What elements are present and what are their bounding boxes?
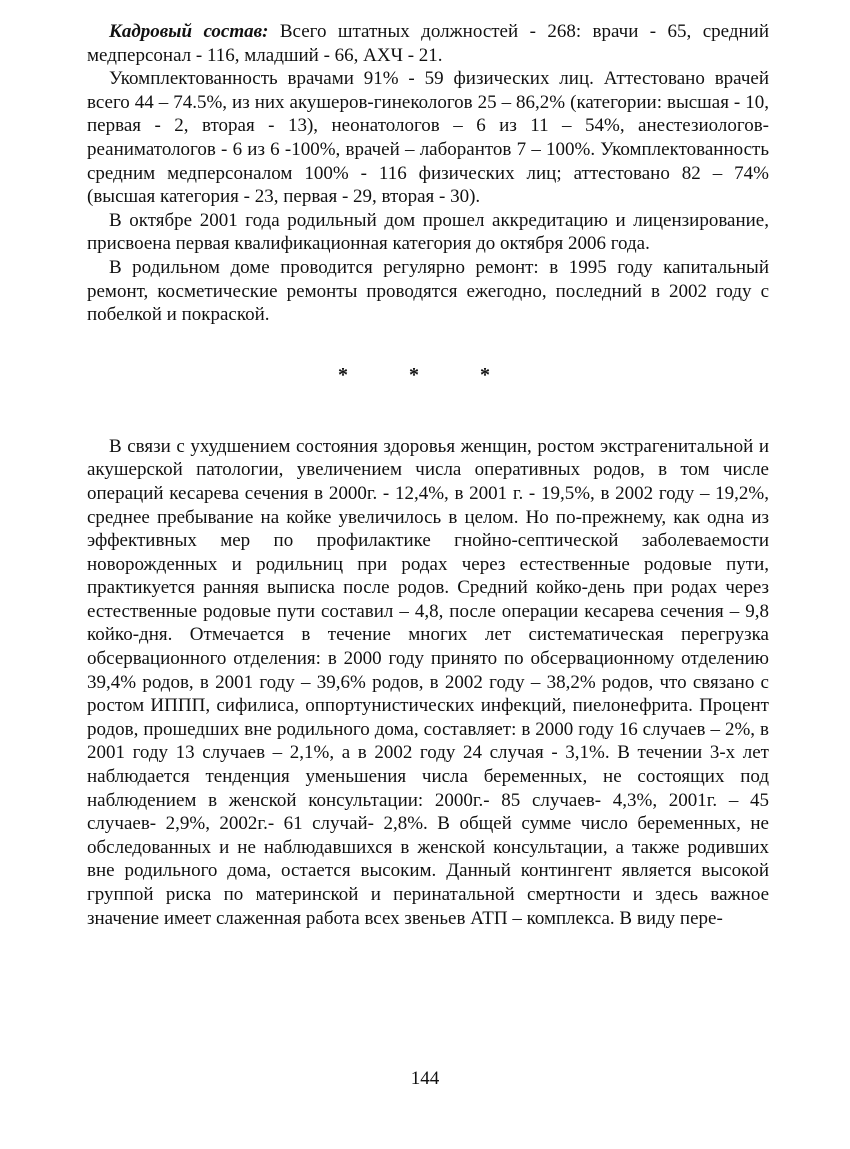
staffing-text: Всего штатных должностей - 268: врачи - 65, средний медперсонал - 116, младший - 66, АХЧ - 21. — [87, 21, 769, 66]
staffing-paragraph — [87, 20, 769, 67]
document-page — [87, 20, 769, 930]
doctor-staffing-paragraph: Укомплектованность врачами 91% - 59 физических лиц. Аттестовано врачей всего 44 – 74.5%, из них акушеров-гинекологов 25 – 86,2% (категории: высшая - 10, первая - 2, вторая - 13), неонатологов – 6 из 11 – 54%, анестезиологов-реаниматологов - 6 из 6 -100%, врачей – лаборантов 7 – 100%. Укомплектованность средним медперсоналом 100% - 116 физических лиц; аттестовано 82 – 74% (высшая категория - 23, первая - 29, вторая - 30). — [87, 68, 769, 208]
health-trends-paragraph: В связи с ухудшением состояния здоровья женщин, ростом экстрагенитальной и акушерской патологии, увеличением числа оперативных родов, в том числе операций кесарева сечения в 2000г. - 12,4%, в 2001 г. - 19,5%, в 2002 году – 19,2%, среднее пребывание на койке увеличилось в целом. Но по-прежнему, как одна из эффективных мер по профилактике гнойно-септической заболеваемости новорожденных и родильниц при родах через естественные родовые пути, практикуется ранняя выписка после родов. Средний койко-день при родах через естественные родовые пути составил – 4,8, после операции кесарева сечения – 9,8 койко-дня. Отмечается в течение многих лет систематическая перегрузка обсервационного отделения: в 2000 году принято по обсервационному отделению 39,4% родов, в 2001 году – 39,6% родов, в 2002 году – 38,2% родов, что связано с ростом ИППП, сифилиса, оппортунистических инфекций, пиелонефрита. Процент родов, прошедших вне родильного дома, составляет: в 2000 году 16 случаев – 2%, в 2001 году 13 случаев – 2,1%, а в 2002 году 24 случая - 3,1%. В течении 3-х лет наблюдается тенденция уменьшения числа беременных, не состоящих под наблюдением в женской консультации: 2000г.- 85 случаев- 4,3%, 2001г. – 45 случаев- 2,9%, 2002г.- 61 случай- 2,8%. В общей сумме число беременных, не обследованных и не наблюдавшихся в женской консультации, а также родивших вне родильного дома, остается высоким. Данный контингент является высокой группой риска по материнской и перинатальной смертности и здесь важное значение имеет слаженная работа всех звеньев АТП – комплекса. В виду пере- — [87, 435, 769, 929]
section-separator: * * * — [338, 363, 518, 386]
staffing-lead-label: Кадровый состав: — [109, 21, 269, 42]
page-number: 144 — [410, 1068, 440, 1089]
accreditation-paragraph: В октябре 2001 года родильный дом прошел аккредитацию и лицензирование, присвоена первая квалификационная категория до октября 2006 года. — [87, 209, 769, 255]
renovation-paragraph: В родильном доме проводится регулярно ремонт: в 1995 году капитальный ремонт, косметические ремонты проводятся ежегодно, последний в 2002 году с побелкой и покраской. — [87, 256, 769, 326]
